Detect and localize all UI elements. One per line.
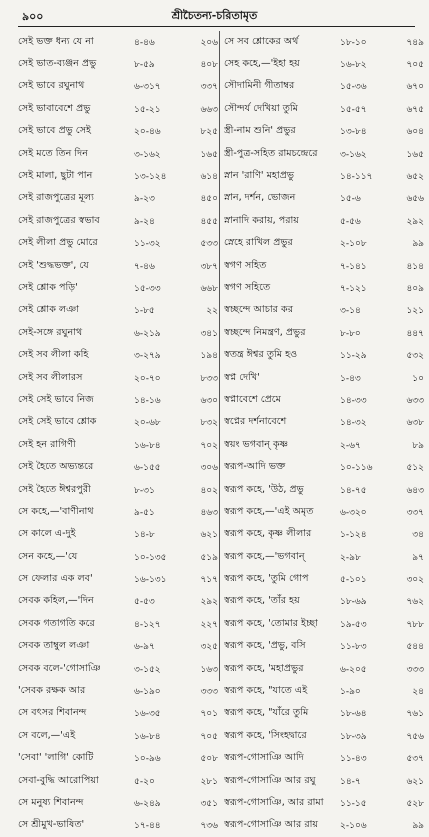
entry-reference: ১৪-৭ [340,776,361,787]
entry-text: সেবক বলে-'গোসাঞি [18,662,101,674]
entry-reference: ৩-১৪ [340,306,361,317]
entry-reference: ৫-৫৬ [340,216,361,227]
index-entry [18,770,218,792]
entry-text: স্বরূপ কহে, 'মহাপ্রভুর [224,662,304,674]
entry-reference: ৪-১২৭ [134,619,161,630]
entry-reference: ৯-২৪ [134,216,155,227]
index-entry [224,188,424,210]
index-entry [224,815,424,837]
entry-page: ৫১৯ [200,552,218,563]
index-entry [18,98,218,120]
entry-reference: ৩-১৬২ [134,149,161,160]
index-entry [18,188,218,210]
entry-text: স্বরূপ কহে,—'এই অমৃত [224,505,314,517]
entry-reference: ১৯-৫৩ [340,619,367,630]
entry-text: সেই রাজপুত্রের মূল্য [18,192,94,204]
entry-text: সেই শ্লোক লঞা [18,304,80,316]
entry-page: ৩৩৩ [200,687,218,698]
entry-page: ৫৩২ [406,351,424,362]
entry-page: ১২১ [406,306,424,317]
entry-text: স্বপ্ন দেখি' [224,371,260,383]
entry-text: 'সেবা' 'লাগি' কোটি [18,752,94,764]
entry-reference: ৬-২৪৯ [134,798,161,809]
entry-page: ৯৯ [412,821,424,832]
entry-page: ৭৩৬ [200,821,218,832]
entry-reference: ১৫-৩৬ [340,82,367,93]
entry-reference: ৮-৫৯ [134,60,155,71]
entry-page: ৮৯ [412,440,424,451]
index-entry [18,591,218,613]
entry-page: ২৯২ [200,597,218,608]
index-entry [224,456,424,478]
entry-text: স্বরূপ কহে, 'তোমার ইচ্ছা [224,617,318,629]
index-entry [18,31,218,53]
entry-text: সেবক গতাগতি করে [18,617,95,629]
index-entry [18,255,218,277]
index-entry [18,344,218,366]
entry-reference: ৮-৩১ [134,485,155,496]
index-entry [18,76,218,98]
entry-text: স্বরূপ-আদি ভক্ত [224,461,286,473]
entry-page: ৭৬২ [406,597,424,608]
entry-reference: ১৪-৭৫ [340,485,367,496]
index-entry [18,233,218,255]
entry-text: সেই-সঙ্গে রঘুনাথ [18,326,83,338]
index-entry [18,367,218,389]
entry-text: সৌন্দর্য দেখিয়া তুমি [224,102,298,114]
entry-text: সেই হৈতে ঈশ্বরপুরী [18,483,91,495]
entry-page: ৭১৭ [200,575,218,586]
entry-text: সেবক কহিল,—'দিন [18,595,94,607]
entry-page: ৪১৪ [406,261,424,272]
entry-text: স্বরূপ-গোসাঞি আদি [224,752,304,764]
index-entry [224,121,424,143]
index-entry [224,568,424,590]
entry-text: সৌদামিনী গীতাম্বর [224,80,295,92]
entry-page: ৫৪৪ [406,642,424,653]
entry-reference: ১৩-১২৪ [134,172,167,183]
entry-reference: ৬-১৯০ [134,687,161,698]
column-divider [219,31,220,681]
entry-page: ৩৩৭ [406,507,424,518]
entry-text: সেই ভাবে প্রভু সেই [18,125,92,137]
entry-text: সেই হৈতে অভ্যন্তরে [18,461,94,473]
running-title: শ্রীচৈতন্য-চরিতামৃত [171,9,258,22]
entry-page: ২৪ [412,687,424,698]
entry-page: ১৬৩ [200,664,218,675]
index-entry [18,501,218,523]
entry-reference: ২-৯৮ [340,552,361,563]
index-entry [224,546,424,568]
entry-reference: ১৫-৫৭ [340,104,367,115]
index-entry [224,31,424,53]
entry-text: সেন কহে,—'যে [18,550,78,562]
entry-reference: ১-১২৪ [340,530,367,541]
entry-page: ৬৬৩ [200,104,218,115]
entry-text: স্নান, দর্শন, ভোজন [224,192,296,204]
index-entry [224,748,424,770]
entry-reference: ১৪-১৬ [134,395,161,406]
entry-text: স্বরূপ কহে, কৃষ্ণ লীলার [224,528,312,540]
index-entry [224,770,424,792]
entry-page: ৬৩৩ [406,395,424,406]
entry-text: সে মনুষ্য শিবানন্দ [18,796,84,808]
entry-text: সেই সেই ভাবে নিজ [18,393,94,405]
entry-text: সেই মালা, ছুটা পান [18,170,93,182]
entry-text: সেই হন রাগিণী [18,438,76,450]
entry-page: ১৬৫ [200,149,218,160]
entry-reference: ১০-৯৬ [134,754,161,765]
entry-page: ৫১২ [406,463,424,474]
entry-text: স্নানাদি করায়, পরায় [224,214,299,226]
entry-text: সেই মতে তিন দিন [18,147,88,159]
entry-page: ৪০৯ [406,283,424,294]
entry-text: 'সেবক রক্ষক আর [18,685,86,697]
entry-reference: ৯-৫১ [134,507,155,518]
entry-reference: ২-৬৭ [340,440,361,451]
entry-reference: ১০-১১৬ [340,463,373,474]
entry-page: ৬৭০ [406,82,424,93]
entry-text: সেই রাজপুত্রের স্বভাব [18,214,100,226]
index-entry [18,479,218,501]
entry-page: ২০৬ [200,37,218,48]
index-entry [18,568,218,590]
entry-page: ৫৩৩ [200,239,218,250]
entry-page: ৬৬৮ [200,283,218,294]
entry-text: সেই শ্লোক পড়ি' [18,281,78,293]
entry-reference: ১৮-৩৯ [340,731,367,742]
entry-reference: ২-১০৬ [340,821,367,832]
index-entry [224,725,424,747]
entry-reference: ২০-৪৬ [134,127,161,138]
entry-text: স্বরূপ কহে, 'উঠ, প্রভু [224,483,304,495]
entry-text: স্বরূপ-গোসাঞি, আর রামা [224,796,324,808]
entry-page: ৪০২ [200,485,218,496]
entry-text: সে শ্রীমুখ-ভাষিত' [18,819,85,831]
entry-reference: ১৪-৮ [134,530,155,541]
entry-reference: ৭-৪৬ [134,261,155,272]
entry-page: ২২ [206,306,218,317]
entry-page: ৩২৫ [200,642,218,653]
index-entry [18,815,218,837]
entry-reference: ১৬-৮৪ [134,731,161,742]
index-entry [18,210,218,232]
index-entry [224,703,424,725]
entry-text: সেবক তাম্বুল লঞা [18,640,90,652]
index-entry [224,792,424,814]
index-entry [224,233,424,255]
entry-page: ৭০১ [200,709,218,720]
entry-reference: ১৬-৮৪ [134,440,161,451]
entry-reference: ৫-৫৩ [134,597,155,608]
index-entry [18,703,218,725]
index-entry [18,143,218,165]
entry-reference: ৬-৩২০ [340,507,367,518]
index-entry [224,613,424,635]
entry-page: ৭৪৯ [406,37,424,48]
index-entry [18,277,218,299]
index-entry [18,636,218,658]
index-entry [224,143,424,165]
entry-text: সেহ কহে,—'ইহা হয় [224,58,300,70]
entry-reference: ১৮-৬৪ [340,709,367,720]
index-entry [224,412,424,434]
entry-page: ৬৭৫ [406,104,424,115]
entry-reference: ৬-২১৯ [134,328,161,339]
entry-text: সে ফেলার এক লব' [18,573,93,585]
entry-reference: ১৮-৬৯ [340,597,367,608]
entry-reference: ৫-১০১ [340,575,367,586]
entry-text: স্বচ্ছন্দে আচার কর [224,304,293,316]
entry-text: স্বরূপ কহে, "যাতে এই [224,685,308,697]
entry-reference: ১১-১৫ [340,798,367,809]
index-entry [18,658,218,680]
entry-page: ৮৩৩ [200,373,218,384]
entry-page: ৬২১ [200,530,218,541]
entry-page: ৪৫৫ [200,216,218,227]
entry-page: ২২৭ [200,619,218,630]
entry-reference: ১৫-৬ [340,194,361,205]
entry-text: স্বগণ সহিত [224,259,267,271]
entry-page: ৩৪১ [200,328,218,339]
entry-text: স্বগণ সহিতে [224,281,271,293]
entry-page: ৫৩৭ [406,754,424,765]
entry-reference: ১৭-৪৪ [134,821,161,832]
index-column-left [18,31,218,837]
entry-text: সেবা-বুদ্ধি আরোপিয়া [18,774,99,786]
entry-page: ৩০২ [406,575,424,586]
entry-reference: ১৩-৮৪ [340,127,367,138]
index-entry [224,479,424,501]
entry-text: স্নান 'রাণি' মহাপ্রভু [224,170,295,182]
entry-page: ৭০৫ [200,731,218,742]
index-entry [224,524,424,546]
entry-text: সেই সব লীলা কহি [18,349,89,361]
entry-page: ৬১৪ [200,172,218,183]
entry-reference: ৯-২৩ [134,194,155,205]
entry-text: স্নেহে রাখিল প্রভুর [224,237,293,249]
entry-reference: ৬-৩১৭ [134,82,161,93]
index-entry [224,277,424,299]
entry-text: স্বরূপ কহে, "যাঁরে তুমি [224,707,309,719]
entry-text: স্বরূপ কহে, 'তাঁর হয় [224,595,300,607]
entry-page: ৬৩০ [200,395,218,406]
entry-reference: ১০-১৩৫ [134,552,167,563]
entry-text: স্বপ্নের দর্শনাবেশে [224,416,287,428]
index-entry [224,591,424,613]
entry-page: ৭০৫ [406,60,424,71]
header-rule [18,26,415,27]
entry-text: সেই সব লীলারস [18,371,83,383]
index-entry [18,456,218,478]
entry-text: সেই ভক্ত ধন্য যে না [18,35,94,47]
entry-page: ৭০২ [200,440,218,451]
entry-reference: ৬-১৫৫ [134,463,161,474]
page-header [0,0,429,28]
entry-text: সেই ভাত-ব্যঞ্জন প্রভু [18,58,97,70]
entry-reference: ১৪-১১৭ [340,172,373,183]
index-column-right [224,31,424,837]
entry-text: সেই লীলা প্রভু মোরে [18,237,98,249]
entry-reference: ২০-৬৮ [134,418,161,429]
index-entry [224,53,424,75]
entry-text: সে সব শ্লোকের অর্থ [224,35,299,47]
index-entry [18,524,218,546]
entry-reference: ১৪-৩২ [340,418,367,429]
index-entry [18,165,218,187]
entry-page: ৭৬১ [406,709,424,720]
entry-page: ৯৯ [412,239,424,250]
entry-text: সেই ভাবে রঘুনাথ [18,80,85,92]
entry-text: স্বরূপ কহে,—'ভগবান্ [224,550,305,562]
entry-page: ৭৫৬ [406,731,424,742]
entry-reference: ৪-৪৬ [134,37,155,48]
index-entry [18,792,218,814]
entry-text: স্বরূপ-গোসাঞি আর রঘু [224,774,316,786]
entry-page: ৬৪৩ [406,485,424,496]
entry-reference: ১-৯০ [340,687,361,698]
entry-reference: ৩-২৭৯ [134,351,161,362]
index-entry [18,725,218,747]
index-entry [224,165,424,187]
entry-reference: ১-৮৫ [134,306,155,317]
entry-page: ৪৬৩ [200,507,218,518]
entry-text: সে কহে,—'বাণীনাথ [18,505,94,517]
entry-page: ৯৭ [412,552,424,563]
entry-text: সেই সেই ভাবে শ্লোক [18,416,97,428]
entry-page: ৬৫২ [406,172,424,183]
entry-text: স্বতন্ত্র ঈশ্বর তুমি হও [224,349,298,361]
entry-reference: ১৬-৩৫ [134,709,161,720]
entry-reference: ১৬-৮২ [340,60,367,71]
entry-text: স্বরূপ-গোসাঞি আর রায় [224,819,319,831]
index-entry [224,98,424,120]
entry-reference: ১১-৮৩ [340,642,367,653]
entry-page: ৩০৬ [200,463,218,474]
entry-page: ৬৫৬ [406,194,424,205]
entry-text: স্বয়ং ভগবান্ কৃষ্ণ [224,438,289,450]
entry-text: সেই ভাবাবেশে প্রভু [18,102,91,114]
entry-text: স্ত্রী-পুত্র-সহিত রামচন্দ্রেরে [224,147,318,159]
entry-page: ৮৩২ [200,418,218,429]
index-entry [224,76,424,98]
entry-page: ৫২৮ [406,798,424,809]
index-entry [18,434,218,456]
entry-reference: ২০-৭০ [134,373,161,384]
entry-reference: ১৫-৩৩ [134,283,161,294]
entry-reference: ৩-১৫২ [134,664,161,675]
entry-page: ৩৩৭ [200,82,218,93]
entry-page: ৫০৮ [200,754,218,765]
entry-reference: ৭-১২১ [340,283,367,294]
entry-page: ৪০৮ [200,60,218,71]
entry-page: ৬৩৮ [406,418,424,429]
index-entry [18,680,218,702]
entry-text: সে কালে এ-দুই [18,528,76,540]
entry-reference: ৫-২০ [134,776,155,787]
entry-text: স্বরূপ কহে, 'প্রভু, বসি [224,640,306,652]
entry-reference: ৬-২০৫ [340,664,367,675]
index-entry [224,344,424,366]
entry-page: ৩৩৩ [406,664,424,675]
entry-reference: ১৬-১৩১ [134,575,167,586]
index-entry [18,412,218,434]
entry-page: ৩৪ [412,530,424,541]
entry-page: ৪৫০ [200,194,218,205]
entry-page: ১৯৪ [200,351,218,362]
entry-reference: ৬-৯৭ [134,642,155,653]
index-entry [18,322,218,344]
index-entry [224,389,424,411]
entry-text: স্বচ্ছন্দে নিমন্ত্রণ, প্রভুর [224,326,306,338]
index-entry [224,210,424,232]
entry-page: ৬২১ [406,776,424,787]
entry-reference: ৮-৮০ [340,328,361,339]
index-entry [224,322,424,344]
index-entry [18,300,218,322]
page-number: ৯০০ [22,10,44,23]
entry-text: স্বরূপ কহে, 'সিংহদ্বারে [224,729,307,741]
entry-page: ৩৫১ [200,798,218,809]
index-entry [18,613,218,635]
entry-page: ১০ [412,373,424,384]
index-entry [224,680,424,702]
entry-page: ১৬৫ [406,149,424,160]
index-entry [18,546,218,568]
entry-reference: ৭-১৪১ [340,261,367,272]
index-entry [18,53,218,75]
index-entry [224,300,424,322]
entry-text: সে বলে,—'এই [18,729,76,741]
entry-page: ৬০৪ [406,127,424,138]
index-entry [224,255,424,277]
index-entry [224,501,424,523]
entry-text: স্বপ্নাবেশে প্রেমে [224,393,281,405]
index-entry [18,748,218,770]
index-entry [18,121,218,143]
index-entry [18,389,218,411]
index-entry [224,636,424,658]
entry-reference: ৩-১৬২ [340,149,367,160]
entry-text: স্ত্রী-নাম শুনি' প্রভুর [224,125,296,137]
entry-page: ২৮১ [200,776,218,787]
entry-reference: ১১-২৯ [340,351,367,362]
entry-reference: ১-৪৩ [340,373,361,384]
entry-text: স্বরূপ কহে, 'তুমি গোপ [224,573,309,585]
index-entry [224,367,424,389]
entry-reference: ১৮-১০ [340,37,367,48]
entry-page: ৪৪৭ [406,328,424,339]
entry-text: সে বৎসর শিবানন্দ [18,707,87,719]
entry-text: সেই 'শুদ্ধভক্ত', যে [18,259,89,271]
entry-reference: ১১-৪৩ [340,754,367,765]
entry-reference: ১৪-৩৩ [340,395,367,406]
entry-page: ৮২৫ [200,127,218,138]
entry-reference: ১৫-২১ [134,104,161,115]
entry-page: ৭৮৮ [406,619,424,630]
index-entry [224,434,424,456]
entry-reference: ২-১০৮ [340,239,367,250]
entry-page: ৩৮৭ [200,261,218,272]
entry-page: ২৯২ [406,216,424,227]
entry-reference: ১১-৩২ [134,239,161,250]
index-entry [224,658,424,680]
